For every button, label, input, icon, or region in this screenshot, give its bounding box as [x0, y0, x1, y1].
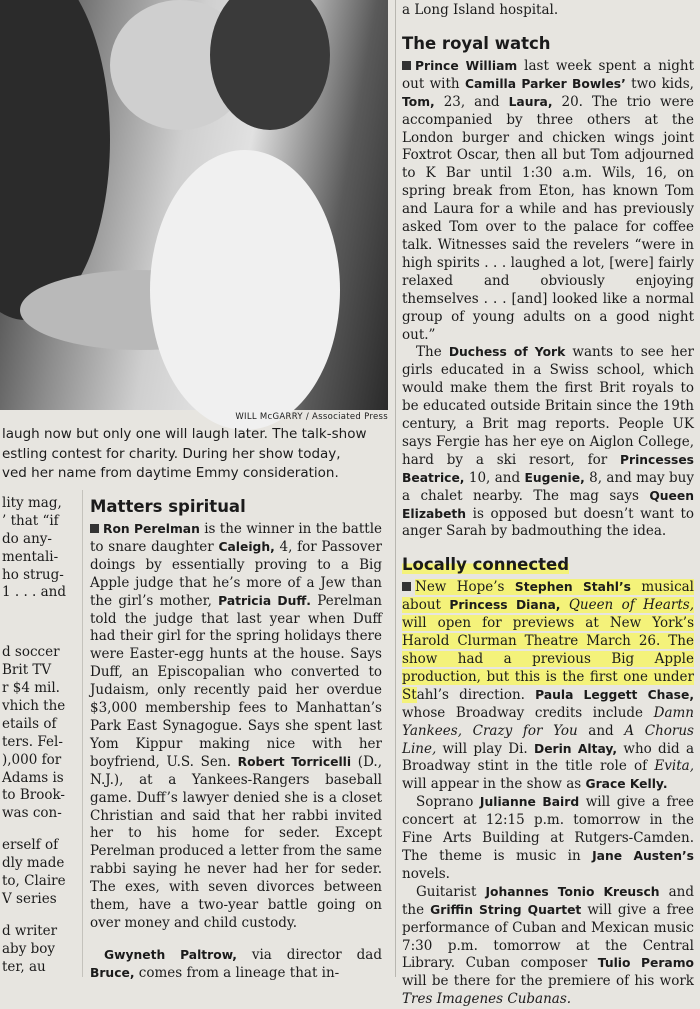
text-run: will give a free concert at 12:15 p.m. tomorrow in the Fine Arts Building at Rutgers-Camden. The theme is music in [402, 794, 694, 864]
cropped-line: vhich the [2, 698, 66, 715]
italic-title: Tres Imagenes Cubanas. [402, 991, 572, 1008]
line-gap [2, 909, 74, 923]
bold-name: Eugenie, [524, 470, 585, 485]
line-gap [2, 630, 74, 644]
text-run: will be there for the premiere of his work [402, 973, 694, 990]
italic-title: Queen of Hearts, [568, 597, 695, 614]
text-run: New Hope’s [415, 579, 515, 596]
cropped-line: lity mag, [2, 495, 62, 511]
paragraph [402, 794, 694, 884]
cropped-line: aby boy [2, 940, 56, 957]
column-rule [395, 0, 396, 977]
bold-name: Camilla Parker Bowles’ [464, 76, 626, 91]
bold-name: Robert Torricelli [237, 754, 352, 769]
bullet-square-icon [402, 61, 411, 70]
text-run: comes from a lineage that in- [134, 964, 340, 981]
paragraph-text [402, 884, 694, 1007]
bold-name: Patricia Duff. [218, 593, 311, 608]
cropped-line: do any- [2, 530, 52, 547]
bold-name: Tom, [402, 94, 435, 109]
bold-name: Grace Kelly. [585, 777, 668, 792]
text-run: Perelman told the judge that last year when Duff had their girl for the spring holidays there were Easter-egg hunts at the house. Says Duff, an Episcopalian who converted to Judaism, only recently paid her overdue $3,000 membership fees to Manhattan’s Park East Synagogue. Says she spent last Yom Kippur making nice with her boyfriend, U.S. Sen. [90, 592, 383, 770]
cropped-line: ho strug- [2, 566, 64, 583]
line-gap [2, 823, 74, 837]
bold-name: Jane Austen’s [592, 848, 694, 863]
cropped-line: dly made [2, 855, 65, 872]
cropped-line: Adams is [2, 769, 64, 786]
text-run: (D., N.J.), at a Yankees-Rangers baseball game. Duff’s lawyer denied she is a closet Christian and said that her rabbi invited her to his home for seder. Except Perelman produced a letter from the same rabbi saying he never had her for seder. The exes, with seven divorces between them, have a two-year battle going on over money and child custody. [90, 753, 382, 931]
cropped-line: etails of [2, 715, 57, 732]
bold-name: Stephen Stahl’s [514, 580, 631, 595]
text-run: 23, and [434, 93, 509, 110]
cropped-line: was con- [2, 805, 62, 822]
text-run: will open for previews at New York’s Harold Clurman Theatre March 26. The show had a previous Big Apple production, but this is the first one under St [402, 615, 694, 703]
paragraph-text [90, 947, 382, 981]
paragraph-text [402, 344, 694, 539]
cropped-line: d writer [2, 922, 58, 939]
text-run: novels. [402, 865, 450, 882]
text-run: Soprano [416, 794, 480, 811]
bold-name: Gwyneth Paltrow, [104, 947, 237, 962]
cropped-line: V series [2, 890, 57, 907]
bold-name: Bruce, [90, 965, 135, 980]
cropped-left-column [2, 495, 74, 977]
caption-line: ved her name from daytime Emmy consideration. [2, 465, 339, 481]
bold-name: Johannes Tonio Kreusch [485, 884, 660, 899]
bullet-square-icon [90, 524, 99, 533]
cropped-line: to, Claire [2, 873, 66, 890]
text-run: and the [402, 883, 694, 918]
bold-name: Derin Altay, [533, 741, 618, 756]
photo-caption [2, 425, 388, 484]
bold-name: Princess Diana, [449, 598, 561, 613]
text-run: whose Broadway credits include [402, 704, 654, 721]
bold-name: Queen Elizabeth [402, 488, 694, 521]
photo-credit: WILL McGARRY / Associated Press [235, 412, 388, 422]
bold-name: Caleigh, [218, 539, 275, 554]
text-run: Guitarist [416, 883, 486, 900]
section-heading: Matters spiritual [90, 497, 246, 516]
italic-title: Evita, [654, 758, 694, 775]
line-gap [2, 602, 74, 616]
text-run: will give a free performance of Cuban and Mexican music 7:30 p.m. tomorrow at the Central Library. Cuban composer [402, 901, 695, 972]
column-rule [82, 490, 83, 977]
text-run: 10, and [464, 469, 525, 486]
cropped-line: ter, au [2, 958, 46, 975]
text-run: musical about [402, 579, 694, 614]
text-run: 8, and may buy a chalet nearby. The mag says [402, 469, 694, 504]
bold-name: Duchess of York [448, 345, 566, 360]
photo-dress [150, 150, 340, 430]
section-heading: The royal watch [402, 33, 551, 53]
bold-name: Paula Leggett Chase, [535, 687, 694, 702]
paragraph [402, 58, 694, 345]
paragraph-text [402, 794, 694, 882]
cropped-line: erself of [2, 837, 59, 854]
text-run: via director dad [236, 946, 382, 963]
bold-name: Ron Perelman [103, 522, 200, 536]
article-column-middle [90, 495, 383, 981]
bold-name: Laura, [508, 94, 553, 109]
bold-name: Princesses Beatrice, [402, 452, 694, 485]
paragraph-text [402, 58, 694, 343]
text-run [560, 597, 568, 613]
bold-name: Tulio Peramo [597, 956, 694, 971]
cropped-line: 1 . . . and [2, 584, 67, 601]
text-run: The [416, 344, 449, 361]
text-run: 20. The trio were accompanied by three others at the London burger and chicken wings joint Foxtrot Oscar, then all but Tom adjourned to K Bar until 1:30 a.m. Wils, 16, on spring break from Eton, has known Tom and Laura for a while and has previously asked Tom over to the palace for coffee talk. Witnesses said the revelers “were in high spirits . . . laughed a lot, [were] fairly relaxed and obviously enjoying themselves . . . [and] looked like a normal group of young adults on a good night out.” [402, 93, 694, 343]
paragraph [90, 521, 382, 933]
paragraph [402, 884, 694, 1009]
cropped-line: to Brook- [2, 787, 65, 804]
bold-name: Julianne Baird [479, 795, 580, 810]
text-run: who did a Broadway stint in the title role of [402, 740, 694, 775]
paragraph-text [402, 687, 694, 793]
cropped-line: ),000 for [2, 751, 62, 768]
cropped-line: Brit TV [2, 662, 52, 679]
news-photo [0, 0, 388, 410]
cropped-line: ters. Fel- [2, 733, 63, 750]
paragraph [90, 947, 382, 983]
text-run: and [577, 722, 625, 739]
bold-name: Prince William [415, 58, 518, 73]
italic-title: A Chorus Line, [402, 722, 694, 757]
caption-line: estling contest for charity. During her show today, [2, 445, 341, 462]
text-run: two kids, [625, 75, 694, 92]
cropped-line: mentali- [2, 548, 59, 565]
highlighted-text [402, 579, 694, 702]
line-gap [2, 616, 74, 630]
paragraph-text [90, 521, 382, 931]
cropped-line: ’ that “if [2, 512, 59, 529]
text-run: will play Di. [436, 740, 534, 757]
text-run: wants to see her girls educated in a Swiss school, which would make them the first Brit royals to be educated outside Britain since the 19th century, a Brit mag reports. People UK says Fergie has her eye on Aiglon College, hard by a ski resort, for [402, 344, 694, 468]
paragraph [402, 344, 694, 541]
text-run: 4, for Passover doings by essentially proving to a Big Apple judge that he’s more of a Jew than the girl’s mother, [90, 538, 382, 609]
text-run: ahl’s direction. [416, 686, 536, 703]
caption-line: laugh now but only one will laugh later. The talk-show [2, 426, 367, 442]
paragraph [402, 579, 694, 794]
text-run: is opposed but doesn’t want to anger Sarah by badmouthing the idea. [402, 505, 694, 540]
text-run: is the winner in the battle to snare daughter [90, 521, 382, 555]
bullet-square-icon [402, 582, 411, 591]
paragraph: a Long Island hospital. [402, 2, 559, 18]
article-column-right [402, 2, 695, 1008]
italic-title: Damn Yankees, Crazy for You [402, 704, 694, 739]
cropped-line: d soccer [2, 644, 60, 661]
text-run: last week spent a night out with [402, 57, 694, 92]
section-heading [402, 553, 694, 576]
text-run: will appear in the show as [402, 776, 586, 793]
cropped-line: r $4 mil. [2, 680, 60, 697]
bold-name: Griffin String Quartet [430, 902, 582, 917]
highlighted-heading: Locally connected [402, 555, 570, 575]
